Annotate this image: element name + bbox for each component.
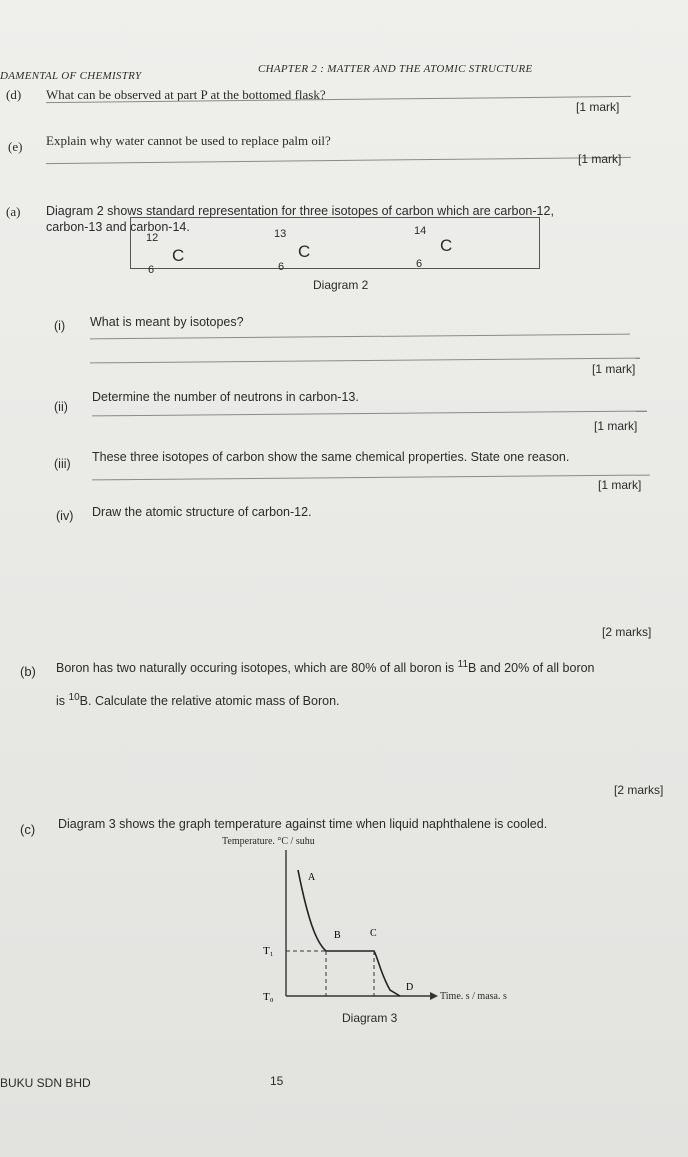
footer-publisher: BUKU SDN BHD — [0, 1076, 91, 1090]
question-c-label: (c) — [20, 822, 36, 837]
answer-line — [92, 411, 647, 417]
element-symbol: C — [440, 236, 453, 255]
question-b-text-a: Boron has two naturally occuring isotopes, which are 80% of all boron is — [56, 661, 455, 676]
sub-i-marks: [1 mark] — [592, 362, 636, 376]
question-b-text-d: Calculate the relative atomic mass of Boron. — [94, 694, 340, 709]
t1-label: T₁ — [263, 945, 274, 957]
graph-x-axis-label: Time. s / masa. s — [440, 991, 507, 1002]
point-a-label: A — [308, 872, 316, 883]
sub-iii-marks: [1 mark] — [598, 478, 642, 492]
mass-number: 13 — [274, 228, 287, 240]
question-a-line2: carbon-13 and carbon-14. — [46, 220, 190, 234]
sub-ii-text: Determine the number of neutrons in carbon-13. — [92, 390, 359, 404]
sub-i-label: (i) — [54, 319, 66, 333]
sub-iii-label: (iii) — [54, 457, 71, 471]
sub-ii-marks: [1 mark] — [594, 419, 638, 433]
question-d-marks: [1 mark] — [576, 100, 620, 114]
sub-iv-label: (iv) — [56, 509, 74, 523]
point-b-label: B — [334, 930, 341, 941]
point-c-label: C — [370, 928, 377, 939]
t0-label: T₀ — [263, 991, 274, 1003]
mass-number: 12 — [146, 232, 159, 244]
question-b-text-b: and 20% of all boron — [479, 661, 595, 676]
diagram-3-caption: Diagram 3 — [342, 1011, 398, 1025]
answer-line — [92, 475, 650, 481]
question-e-text: Explain why water cannot be used to replace palm oil? — [46, 133, 331, 148]
question-a-line1: Diagram 2 shows standard representation for three isotopes of carbon which are carbon-12, — [46, 204, 554, 218]
answer-line — [90, 358, 640, 364]
question-e-label: (e) — [8, 139, 23, 154]
header-right: CHAPTER 2 : MATTER AND THE ATOMIC STRUCTURE — [258, 63, 533, 75]
page-number: 15 — [270, 1074, 284, 1088]
sub-iv-text: Draw the atomic structure of carbon-12. — [92, 505, 312, 519]
graph-y-axis-label: Temperature. °C / suhu — [222, 836, 315, 847]
boron-11-symbol: B — [468, 661, 477, 676]
x-axis-arrow — [430, 992, 438, 1000]
sub-iv-marks: [2 marks] — [602, 625, 652, 639]
element-symbol: C — [172, 246, 185, 265]
question-d-text: What can be observed at part P at the bottomed flask? — [46, 87, 326, 102]
question-b-line2 — [56, 692, 340, 708]
cooling-curve-line — [298, 870, 400, 996]
diagram-2-caption: Diagram 2 — [313, 278, 369, 292]
proton-number: 6 — [278, 261, 285, 273]
boron-10-mass: 10 — [68, 692, 80, 703]
boron-10-symbol: B. — [79, 694, 92, 709]
isotope-diagram-box — [130, 217, 540, 269]
boron-11-mass: 11 — [457, 659, 469, 670]
sub-i-text: What is meant by isotopes? — [90, 315, 244, 329]
question-e-marks: [1 mark] — [578, 152, 622, 166]
sub-ii-label: (ii) — [54, 400, 68, 414]
proton-number: 6 — [416, 258, 423, 270]
element-symbol: C — [298, 242, 311, 261]
question-b-marks: [2 marks] — [614, 783, 664, 797]
question-c-text: Diagram 3 shows the graph temperature against time when liquid naphthalene is cooled. — [58, 817, 548, 831]
answer-line — [46, 157, 631, 164]
answer-line — [90, 334, 630, 340]
question-b-label: (b) — [20, 664, 36, 679]
header-left: DAMENTAL OF CHEMISTRY — [0, 70, 142, 82]
proton-number: 6 — [148, 264, 155, 276]
question-d-label: (d) — [6, 87, 22, 102]
question-b-line1 — [56, 659, 595, 675]
question-a-label: (a) — [6, 204, 21, 219]
sub-iii-text: These three isotopes of carbon show the same chemical properties. State one reason. — [92, 450, 570, 464]
mass-number: 14 — [414, 225, 427, 237]
point-d-label: D — [406, 982, 414, 993]
question-b-text-c: is — [56, 694, 66, 709]
